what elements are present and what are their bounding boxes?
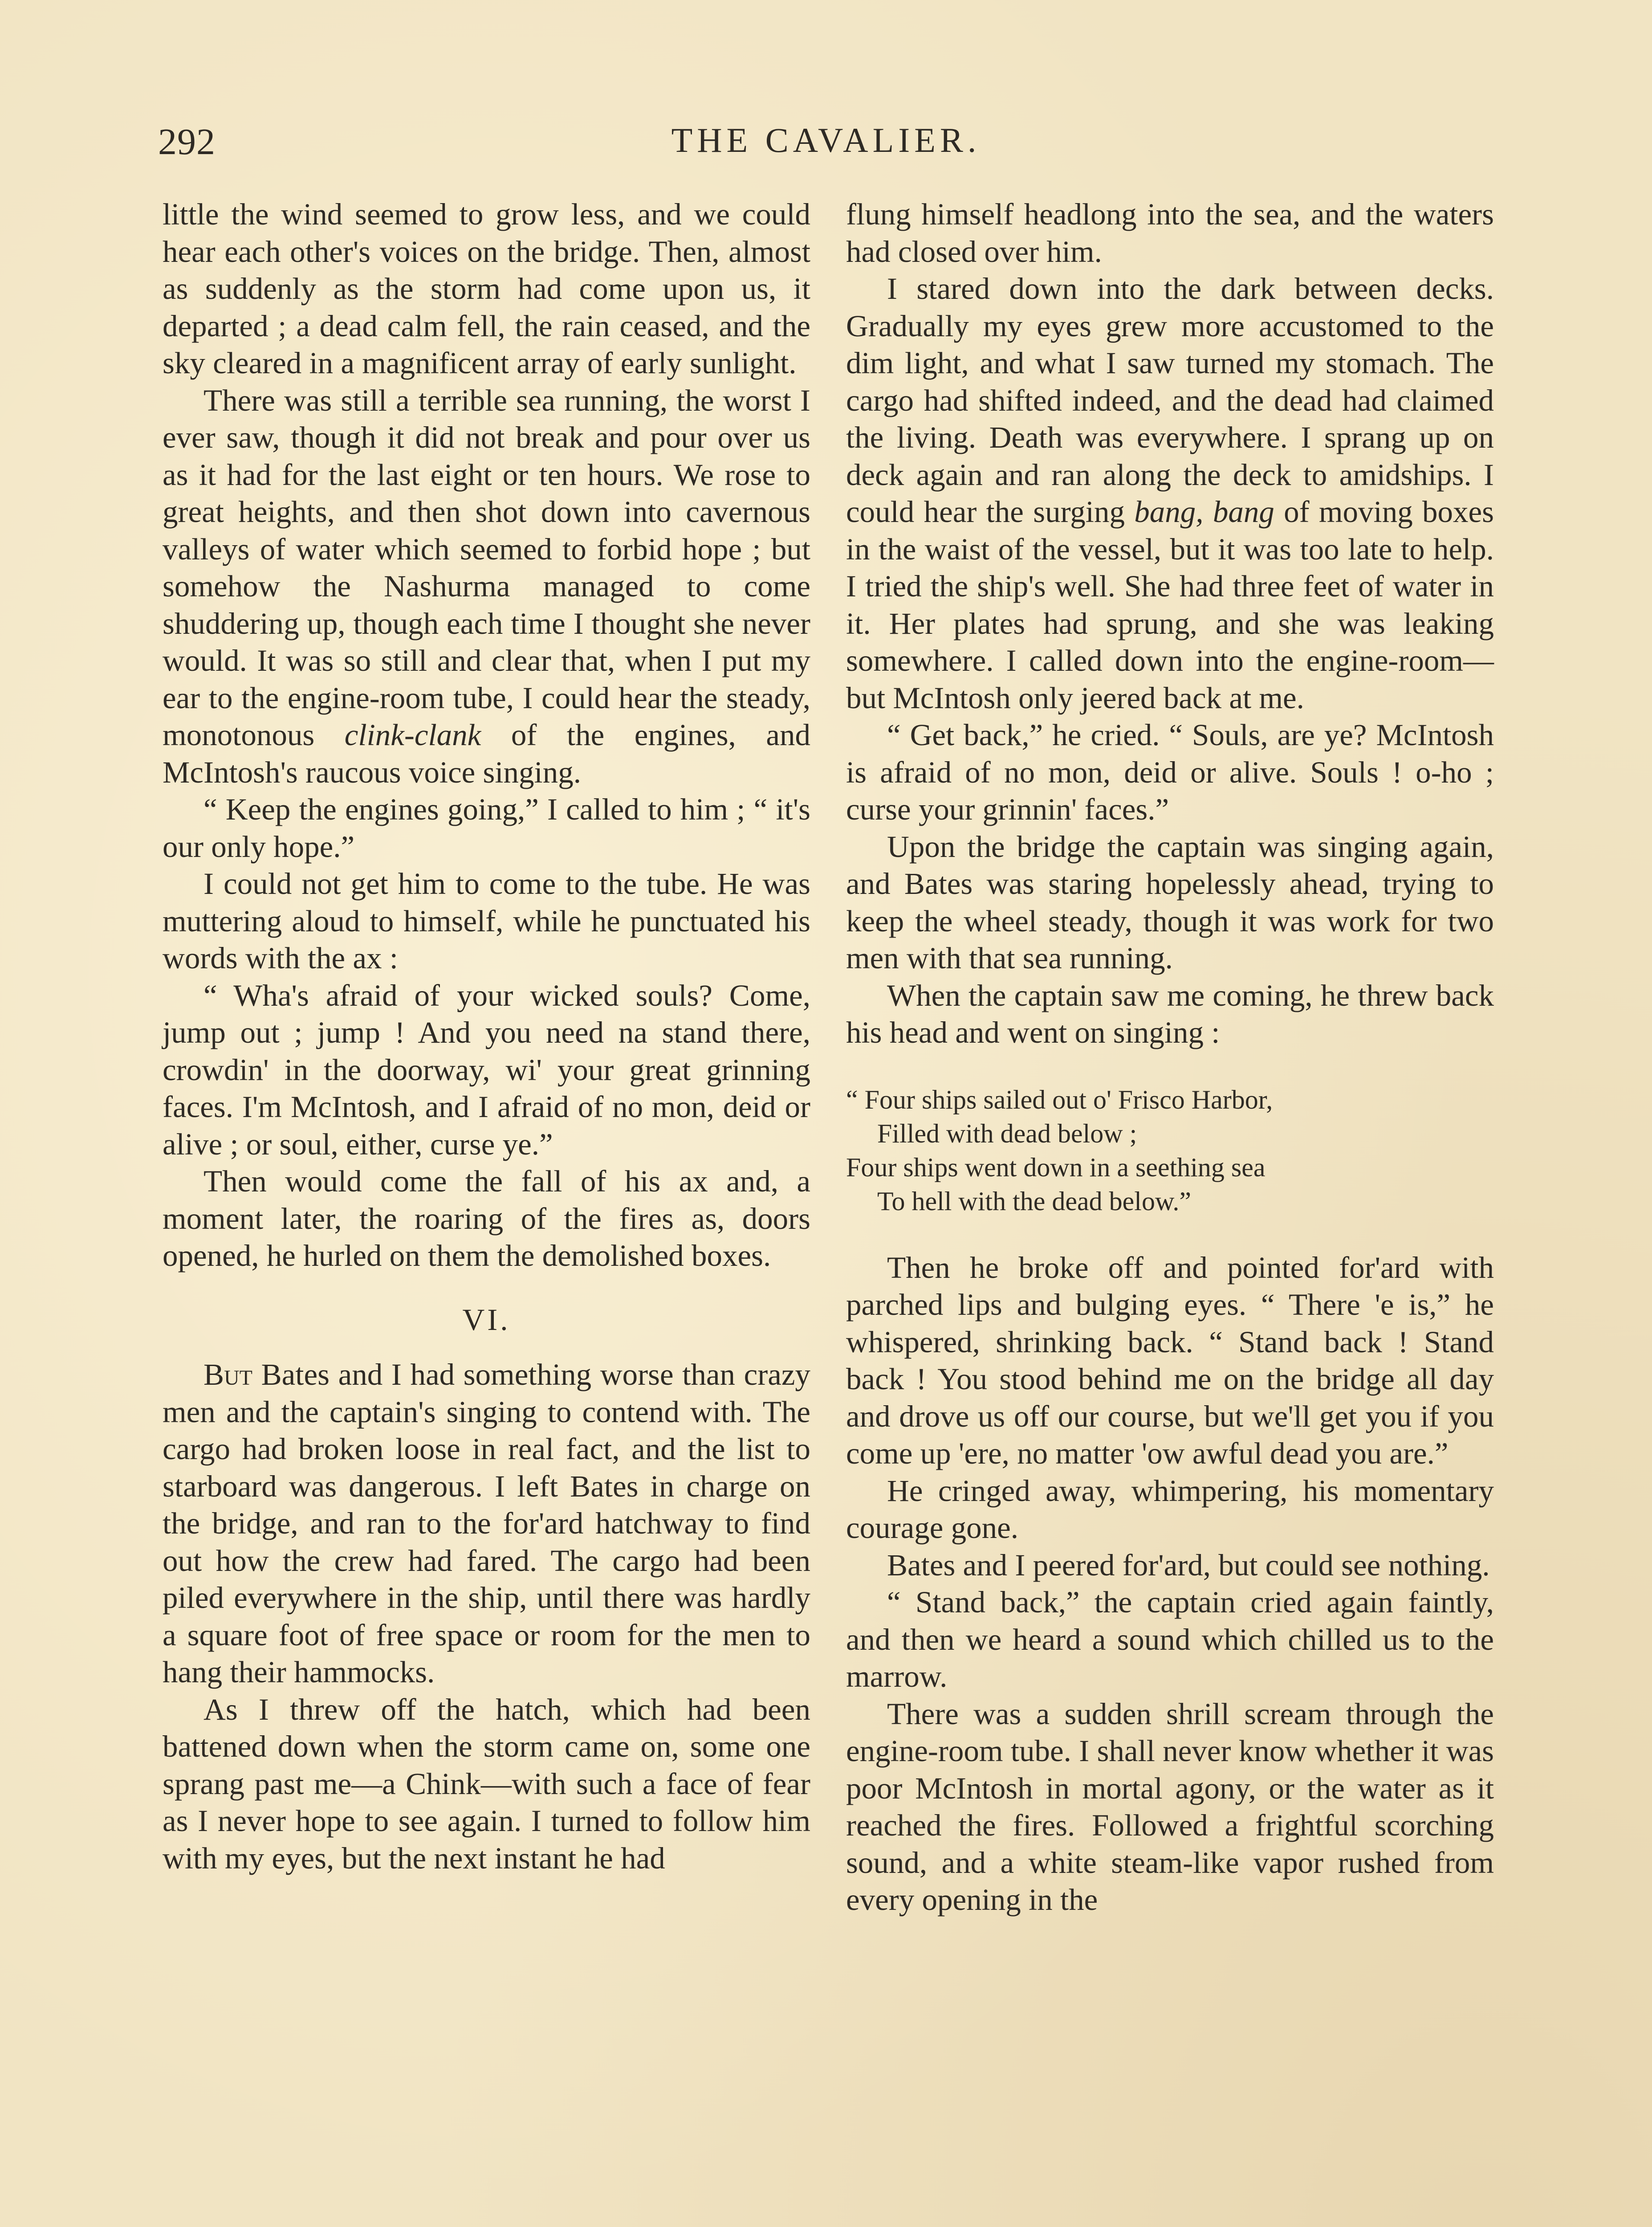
- italic-sound-word: bang, bang: [1134, 495, 1274, 529]
- paragraph: “ Get back,” he cried. “ Souls, are ye? McIntosh is afraid of no mon, deid or alive. Souls ! o-ho ; curse your grinnin' faces.”: [846, 718, 1494, 826]
- paragraph: “ Wha's afraid of your wicked souls? Come, jump out ; jump ! And you need na stand there, crowdin' in the doorway, wi' your great grinning faces. I'm McIntosh, and I afraid of no mon, deid or alive ; or soul, either, curse ye.”: [163, 978, 810, 1161]
- paragraph: flung himself headlong into the sea, and the waters had closed over him.: [846, 197, 1494, 269]
- paragraph: There was still a terrible sea running, the worst I ever saw, though it did not break and pour over us as it had for the last eight or ten hours. We rose to great heights, and then shot down into cavernous valleys of water which seemed to forbid hope ; but somehow the Nashurma managed to come shuddering up, though each time I thought she never would. It was so still and clear that, when I put my ear to the engine-room tube, I could hear the steady, monotonous clink-clank of the engines, and McIntosh's raucous voice singing.: [163, 383, 810, 789]
- section-heading: VI.: [462, 1302, 511, 1337]
- paragraph: I could not get him to come to the tube. He was muttering aloud to himself, while he punctuated his words with the ax :: [163, 867, 810, 975]
- paragraph: Upon the bridge the captain was singing again, and Bates was staring hopelessly ahead, trying to keep the wheel steady, though it was work for two men with that sea running.: [846, 829, 1494, 975]
- paragraph: “ Keep the engines going,” I called to him ; “ it's our only hope.”: [163, 792, 810, 864]
- running-title: THE CAVALIER.: [671, 121, 981, 159]
- paragraph: When the captain saw me coming, he threw back his head and went on singing :: [846, 978, 1494, 1049]
- page-number: 292: [158, 121, 216, 163]
- lead-word: But: [203, 1358, 253, 1391]
- song-verse: [846, 1083, 1494, 1218]
- paragraph: Then he broke off and pointed for'ard with parched lips and bulging eyes. “ There 'e is,” he whispered, shrinking back. “ Stand back ! Stand back ! You stood behind me on the bridge all day and drove us off our course, but we'll get you if you come up 'ere, no matter 'ow awful dead you are.”: [846, 1250, 1494, 1470]
- verse-line: Filled with dead below ;: [877, 1118, 1137, 1148]
- paragraph: But Bates and I had something worse than crazy men and the captain's singing to contend with. The cargo had broken loose in real fact, and the list to starboard was dangerous. I left Bates in charge on the bridge, and ran to the for'ard hatchway to find out how the crew had fared. The cargo had been piled everywhere in the ship, until there was hardly a square foot of free space or room for the men to hang their hammocks.: [163, 1358, 811, 1689]
- verse-line: “ Four ships sailed out o' Frisco Harbor,: [846, 1085, 1273, 1114]
- paragraph: “ Stand back,” the captain cried again faintly, and then we heard a sound which chilled us to the marrow.: [846, 1585, 1494, 1693]
- paragraph: little the wind seemed to grow less, and we could hear each other's voices on the bridge. Then, almost as suddenly as the storm had come upon us, it departed ; a dead calm fell, the rain ceased, and the sky cleared in a magnificent array of early sunlight.: [163, 197, 810, 380]
- left-column: [163, 196, 810, 1877]
- paragraph: Then would come the fall of his ax and, a moment later, the roaring of the fires as, doors opened, he hurled on them the demolished boxes.: [163, 1164, 810, 1273]
- paragraph: There was a sudden shrill scream through the engine-room tube. I shall never know whether it was poor McIntosh in mortal agony, or the water as it reached the fires. Followed a frightful scorching sound, and a white steam-like vapor rushed from every opening in the: [846, 1697, 1494, 1917]
- paragraph: I stared down into the dark between decks. Gradually my eyes grew more accustomed to the dim light, and what I saw turned my stomach. The cargo had shifted indeed, and the dead had claimed the living. Death was everywhere. I sprang up on deck again and ran along the deck to amidships. I could hear the surging bang, bang of moving boxes in the waist of the vessel, but it was too late to help. I tried the ship's well. She had three feet of water in it. Her plates had sprung, and she was leaking somewhere. I called down into the engine-room—but McIntosh only jeered back at me.: [846, 272, 1494, 715]
- verse-line: Four ships went down in a seething sea: [846, 1152, 1265, 1182]
- verse-line: To hell with the dead below.”: [877, 1186, 1192, 1216]
- page-header: [0, 120, 1652, 169]
- paragraph: As I threw off the hatch, which had been battened down when the storm came on, some one sprang past me—a Chink—with such a face of fear as I never hope to see again. I turned to follow him with my eyes, but the next instant he had: [163, 1692, 810, 1875]
- italic-sound-word: clink-clank: [344, 718, 481, 752]
- right-column: [846, 196, 1494, 1919]
- paragraph: Bates and I peered for'ard, but could see nothing.: [887, 1548, 1490, 1582]
- paragraph: He cringed away, whimpering, his momentary courage gone.: [846, 1473, 1494, 1545]
